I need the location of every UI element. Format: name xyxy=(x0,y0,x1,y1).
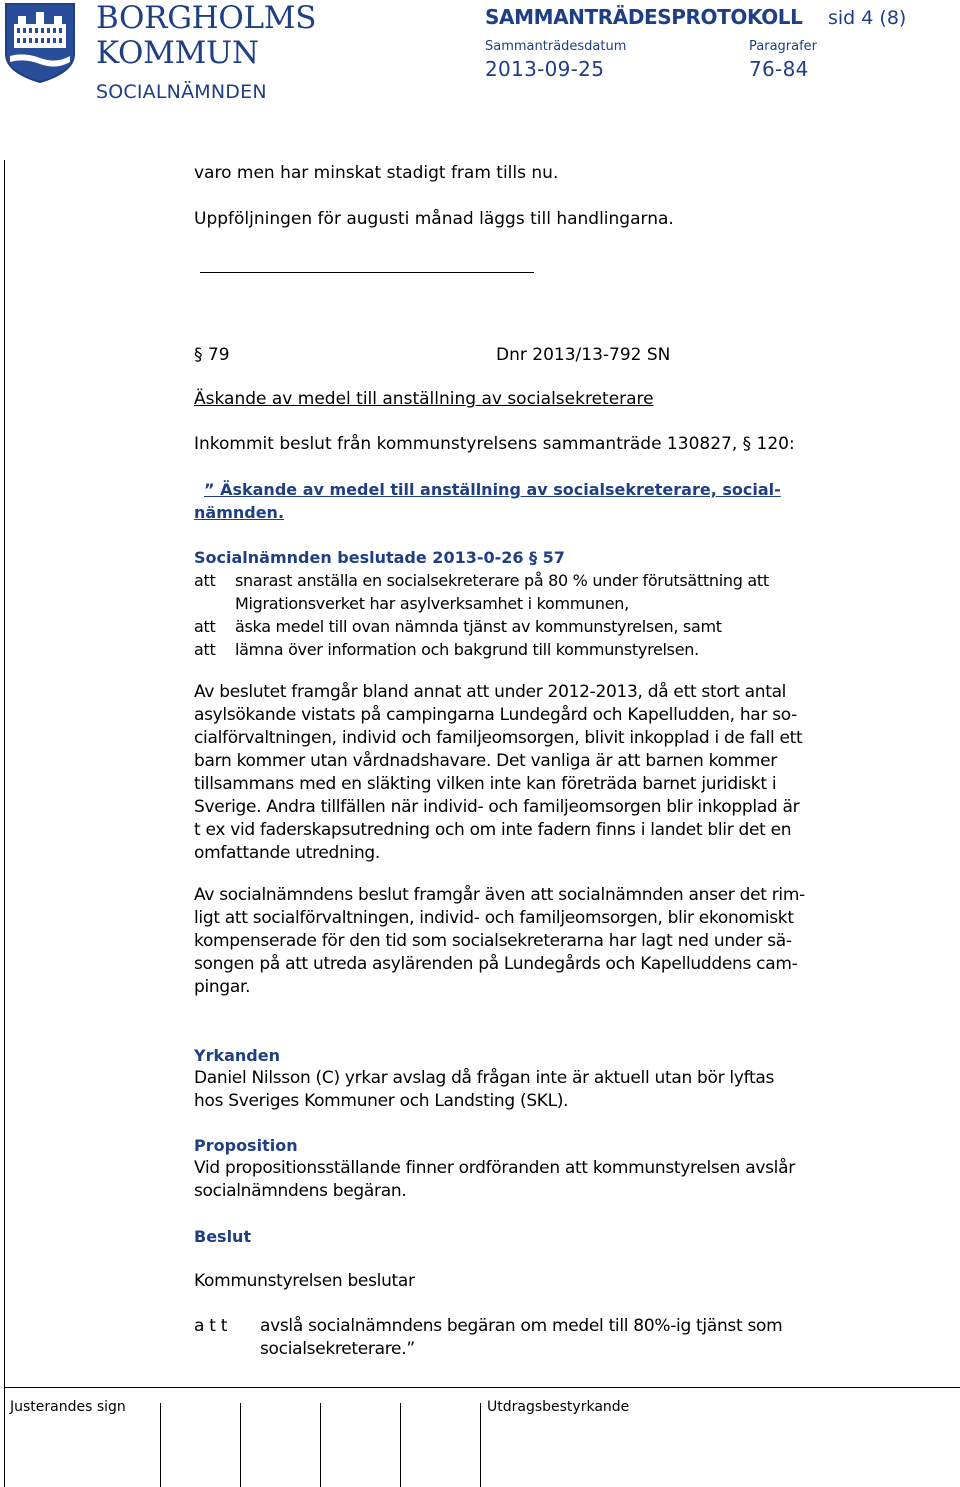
paragraphs-label: Paragrafer xyxy=(749,39,818,54)
decision-item: att lämna över information och bakgrund till kommunstyrelsen. xyxy=(194,640,699,659)
decision-item: att äska medel till ovan nämnda tjänst av kommunstyrelsen, samt xyxy=(194,617,722,636)
municipal-crest-icon xyxy=(4,2,76,84)
footer-divider xyxy=(480,1403,481,1487)
decision-item: att snarast anställa en socialsekreterare på 80 % under förutsättning att xyxy=(194,571,769,590)
footer-divider xyxy=(160,1403,161,1487)
footer-divider xyxy=(240,1403,241,1487)
organization-name-line1: BORGHOLMS xyxy=(96,0,317,36)
beslut-text: avslå socialnämndens begäran om medel till 80%-ig tjänst som xyxy=(260,1316,783,1336)
decision-heading: Socialnämnden beslutade 2013-0-26 § 57 xyxy=(194,548,565,567)
yrkanden-heading: Yrkanden xyxy=(194,1046,280,1065)
organization-name-line2: KOMMUN xyxy=(96,35,259,71)
beslut-att-key: a t t xyxy=(194,1316,228,1336)
footer-divider xyxy=(400,1403,401,1487)
case-number: Dnr 2013/13-792 SN xyxy=(496,345,671,365)
extract-certification-label: Utdragsbestyrkande xyxy=(487,1399,630,1415)
beslut-intro: Kommunstyrelsen beslutar xyxy=(194,1271,415,1291)
paragraphs-value: 76-84 xyxy=(749,57,809,81)
page-number: sid 4 (8) xyxy=(828,7,907,29)
footer-top-rule xyxy=(4,1387,960,1388)
footer-divider xyxy=(320,1403,321,1487)
quoted-title: nämnden. xyxy=(194,503,285,522)
background-paragraph: Av beslutet framgår bland annat att under 2012-2013, då ett stort antal asylsökande vistats på campingarna Lundegård och Kapelludden, har so- cialförvaltningen, individ och familjeomsorgen, blivit inkopplad i de fall ett barn kommer utan vårdnadshavare. Det vanliga är att barnen kommer tillsammans med en släkting vilken inte kan företräda barnet juridiskt i Sverige. Andra tillfällen när individ- och familjeomsorgen blir inkopplad är t ex vid faderskapsutredning och om inte fadern finns i landet blir det en omfattande utredning. xyxy=(194,682,803,863)
meeting-date-value: 2013-09-25 xyxy=(485,57,605,81)
beslut-text: socialsekreterare.” xyxy=(260,1339,415,1359)
intro-line: Uppföljningen för augusti månad läggs till handlingarna. xyxy=(194,209,674,229)
section-title: Äskande av medel till anställning av socialsekreterare xyxy=(194,389,654,409)
intro-line: varo men har minskat stadigt fram tills nu. xyxy=(194,163,559,183)
proposition-heading: Proposition xyxy=(194,1136,298,1155)
yrkanden-text: Daniel Nilsson (C) yrkar avslag då frågan inte är aktuell utan bör lyftas xyxy=(194,1068,775,1088)
decision-item: Migrationsverket har asylverksamhet i kommunen, xyxy=(235,594,629,613)
separator-rule xyxy=(200,272,534,273)
motivation-paragraph: Av socialnämndens beslut framgår även att socialnämnden anser det rim- ligt att socialförvaltningen, individ- och familjeomsorgen, blir ekonomiskt kompenserade för den tid som socialsekreterarna har lagt ned under sä- songen på att utreda asylärenden på Lundegårds och Kapelluddens cam- pingar. xyxy=(194,885,805,997)
document-type: SAMMANTRÄDESPROTOKOLL xyxy=(485,5,803,29)
section-number: § 79 xyxy=(194,345,230,365)
department-name: SOCIALNÄMNDEN xyxy=(96,81,267,103)
left-margin-rule xyxy=(4,160,5,1487)
yrkanden-text: hos Sveriges Kommuner och Landsting (SKL). xyxy=(194,1091,569,1111)
meeting-date-label: Sammanträdesdatum xyxy=(485,39,627,54)
beslut-heading: Beslut xyxy=(194,1227,252,1246)
quoted-title: ” Äskande av medel till anställning av socialsekreterare, social- xyxy=(204,480,781,499)
signature-label: Justerandes sign xyxy=(10,1399,126,1415)
incoming-decision: Inkommit beslut från kommunstyrelsens sammanträde 130827, § 120: xyxy=(194,434,795,454)
proposition-text: socialnämndens begäran. xyxy=(194,1181,407,1201)
proposition-text: Vid propositionsställande finner ordföranden att kommunstyrelsen avslår xyxy=(194,1158,795,1178)
